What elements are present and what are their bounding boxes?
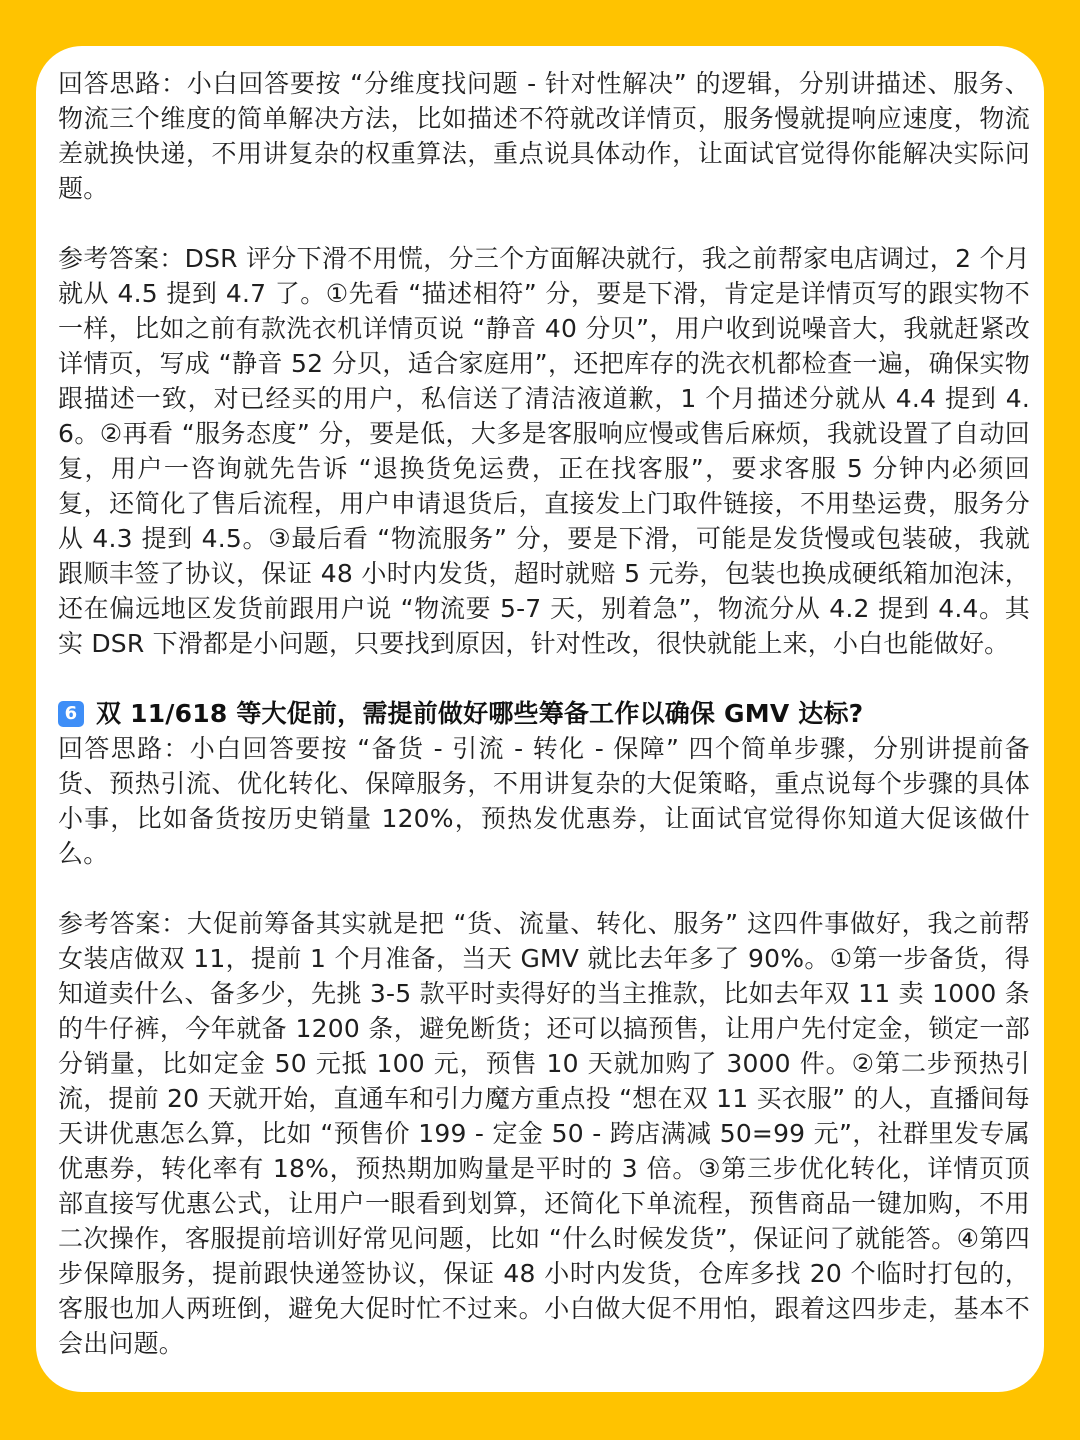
paragraph-gap — [58, 871, 1030, 906]
keycap-six-icon: 6 — [58, 701, 84, 727]
article-body — [58, 66, 1030, 1361]
reference-answer-paragraph-1: 参考答案：DSR 评分下滑不用慌，分三个方面解决就行，我之前帮家电店调过，2 个月就从 4.5 提到 4.7 了。①先看 “描述相符” 分，要是下滑，肯定是详情页写的跟实物不一样，比如之前有款洗衣机详情页说 “静音 40 分贝”，用户收到说噪音大，我就赶紧改详情页，写成 “静音 52 分贝，适合家庭用”，还把库存的洗衣机都检查一遍，确保实物跟描述一致，对已经买的用户，私信送了清洁液道歉，1 个月描述分就从 4.4 提到 4.6。②再看 “服务态度” 分，要是低，大多是客服响应慢或售后麻烦，我就设置了自动回复，用户一咨询就先告诉 “退换货免运费，正在找客服”，要求客服 5 分钟内必须回复，还简化了售后流程，用户申请退货后，直接发上门取件链接，不用垫运费，服务分从 4.3 提到 4.5。③最后看 “物流服务” 分，要是下滑，可能是发货慢或包装破，我就跟顺丰签了协议，保证 48 小时内发货，超时就赔 5 元券，包装也换成硬纸箱加泡沫，还在偏远地区发货前跟用户说 “物流要 5-7 天，别着急”，物流分从 4.2 提到 4.4。其实 DSR 下滑都是小问题，只要找到原因，针对性改，很快就能上来，小白也能做好。 — [58, 244, 1030, 658]
reference-answer-paragraph-2: 参考答案：大促前筹备其实就是把 “货、流量、转化、服务” 这四件事做好，我之前帮女装店做双 11，提前 1 个月准备，当天 GMV 就比去年多了 90%。①第一步备货，得知道卖什么、备多少，先挑 3-5 款平时卖得好的当主推款，比如去年双 11 卖 1000 条的牛仔裤，今年就备 1200 条，避免断货；还可以搞预售，让用户先付定金，锁定一部分销量，比如定金 50 元抵 100 元，预售 10 天就加购了 3000 件。②第二步预热引流，提前 20 天就开始，直通车和引力魔方重点投 “想在双 11 买衣服” 的人，直播间每天讲优惠怎么算，比如 “预售价 199 - 定金 50 - 跨店满减 50=99 元”，社群里发专属优惠券，转化率有 18%，预热期加购量是平时的 3 倍。③第三步优化转化，详情页顶部直接写优惠公式，让用户一眼看到划算，还简化下单流程，预售商品一键加购，不用二次操作，客服提前培训好常见问题，比如 “什么时候发货”，保证问了就能答。④第四步保障服务，提前跟快递签协议，保证 48 小时内发货，仓库多找 20 个临时打包的，客服也加人两班倒，避免大促时忙不过来。小白做大促不用怕，跟着这四步走，基本不会出问题。 — [58, 909, 1030, 1358]
paragraph-gap — [58, 206, 1030, 241]
question-heading-6 — [58, 696, 1030, 731]
paragraph-gap — [58, 661, 1030, 696]
question-heading-text: 双 11/618 等大促前，需提前做好哪些筹备工作以确保 GMV 达标? — [96, 699, 864, 728]
answer-approach-paragraph-2: 回答思路：小白回答要按 “备货 - 引流 - 转化 - 保障” 四个简单步骤，分别讲提前备货、预热引流、优化转化、保障服务，不用讲复杂的大促策略，重点说每个步骤的具体小事，比如备货按历史销量 120%，预热发优惠券，让面试官觉得你知道大促该做什么。 — [58, 734, 1030, 868]
answer-approach-paragraph-1: 回答思路：小白回答要按 “分维度找问题 - 针对性解决” 的逻辑，分别讲描述、服务、物流三个维度的简单解决方法，比如描述不符就改详情页，服务慢就提响应速度，物流差就换快递，不用讲复杂的权重算法，重点说具体动作，让面试官觉得你能解决实际问题。 — [58, 69, 1030, 203]
content-card — [36, 46, 1044, 1392]
